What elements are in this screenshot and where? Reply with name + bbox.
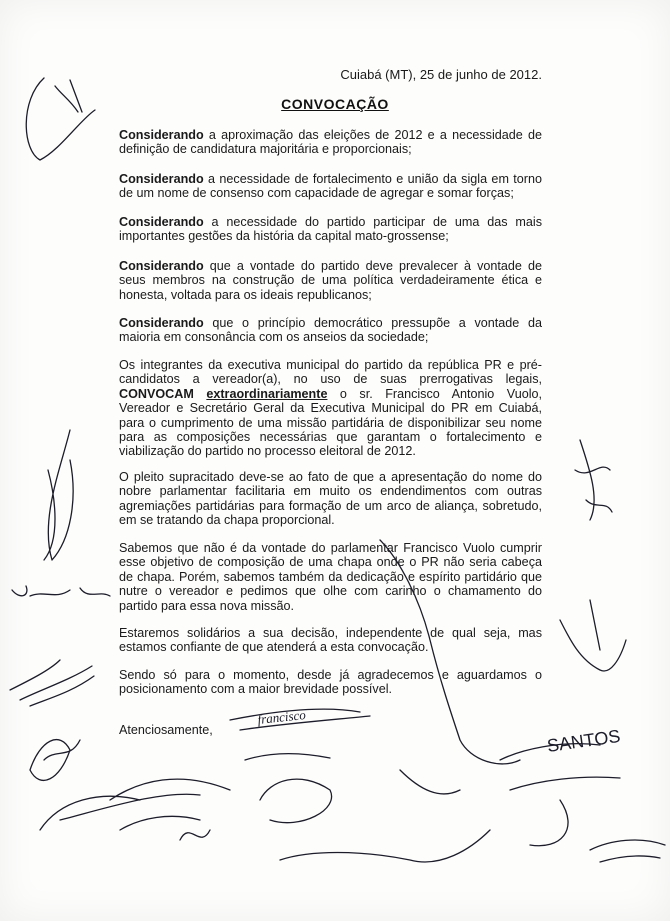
signature-left-3 <box>10 660 94 706</box>
paragraph-lead: Considerando <box>119 215 204 229</box>
closing-salutation: Atenciosamente, <box>119 723 213 737</box>
paragraph-6 <box>119 358 542 459</box>
paragraph-7: O pleito supracitado deve-se ao fato de que a apresentação do nome do nobre parlamentar facilitaria em muito os endendimentos com outras agremiações partidárias para formação de um arco de aliança, sobretudo, em se tratando da chapa proporcional. <box>119 470 542 528</box>
document-title: CONVOCAÇÃO <box>281 96 389 112</box>
paragraph-1 <box>119 128 542 157</box>
signature-right-3 <box>500 744 620 846</box>
paragraph-text: a aproximação das eleições de 2012 e a necessidade de definição de candidatura majoritária e proporcionais; <box>119 128 542 157</box>
document-date: Cuiabá (MT), 25 de junho de 2012. <box>340 67 542 82</box>
paragraph-text: que o princípio democrático pressupõe a vontade da maioria em consonância com os anseios da sociedade; <box>119 316 542 345</box>
paragraph-text: que a vontade do partido deve prevalecer à vontade de seus membros na construção de uma política verdadeiramente ética e honesta, voltada para os ideais republicanos; <box>119 259 542 302</box>
paragraph-3 <box>119 215 542 244</box>
paragraph-10: Sendo só para o momento, desde já agradecemos e aguardamos o posicionamento com a maior brevidade possível. <box>119 668 542 697</box>
paragraph-lead: Considerando <box>119 259 204 273</box>
signature-center-3 <box>280 770 490 862</box>
signature-right-4 <box>590 840 665 862</box>
paragraph-5 <box>119 316 542 345</box>
signature-top-left <box>26 78 95 160</box>
paragraph-4 <box>119 259 542 302</box>
signature-left-4 <box>30 740 80 781</box>
paragraph-lead: Considerando <box>119 172 204 186</box>
paragraph-9: Estaremos solidários a sua decisão, independente de qual seja, mas estamos confiante de que atenderá a esta convocação. <box>119 626 542 655</box>
paragraph-text: o sr. Francisco Antonio Vuolo, Vereador e Secretário Geral da Executiva Municipal do PR em Cuiabá, para o cumprimento de uma missão partidária de disponibilizar seu nome para as composições necessárias que garantam o fortalecimento e viabilização do partido no processo eleitoral de 2012. <box>119 386 543 459</box>
paragraph-text: a necessidade de fortalecimento e união da sigla em torno de um nome de consenso com capacidade de agregar e somar forças; <box>119 172 542 201</box>
signature-francisco: francisco <box>256 707 307 727</box>
signature-left-1 <box>44 430 73 560</box>
signature-santos: SANTOS <box>545 725 622 756</box>
paragraph-lead: Considerando <box>119 128 204 142</box>
paragraph-text: a necessidade do partido participar de uma das mais importantes gestões da história da capital mato-grossense; <box>119 215 542 244</box>
convocam-word: CONVOCAM <box>119 386 194 401</box>
signature-right-2 <box>560 600 626 671</box>
extraordinariamente-word: extraordinariamente <box>206 386 328 401</box>
signature-center-2 <box>245 754 332 823</box>
paragraph-2 <box>119 172 542 201</box>
paragraph-text: Os integrantes da executiva municipal do partido da república PR e pré-candidatos a vereador(a), no uso de suas prerrogativas legais, <box>119 358 542 387</box>
signature-right-1 <box>575 440 612 520</box>
signature-left-2 <box>12 586 110 596</box>
signature-left-5 <box>40 779 230 830</box>
signature-left-6 <box>120 816 210 840</box>
paragraph-lead: Considerando <box>119 316 204 330</box>
paragraph-8: Sabemos que não é da vontade do parlamentar Francisco Vuolo cumprir esse objetivo de composição de uma chapa onde o PR não seria cabeça de chapa. Porém, sabemos também da dedicação e espírito partidário que nutre o vereador e pedimos que olhe com carinho o chamamento do partido para essa nova missão. <box>119 541 542 613</box>
